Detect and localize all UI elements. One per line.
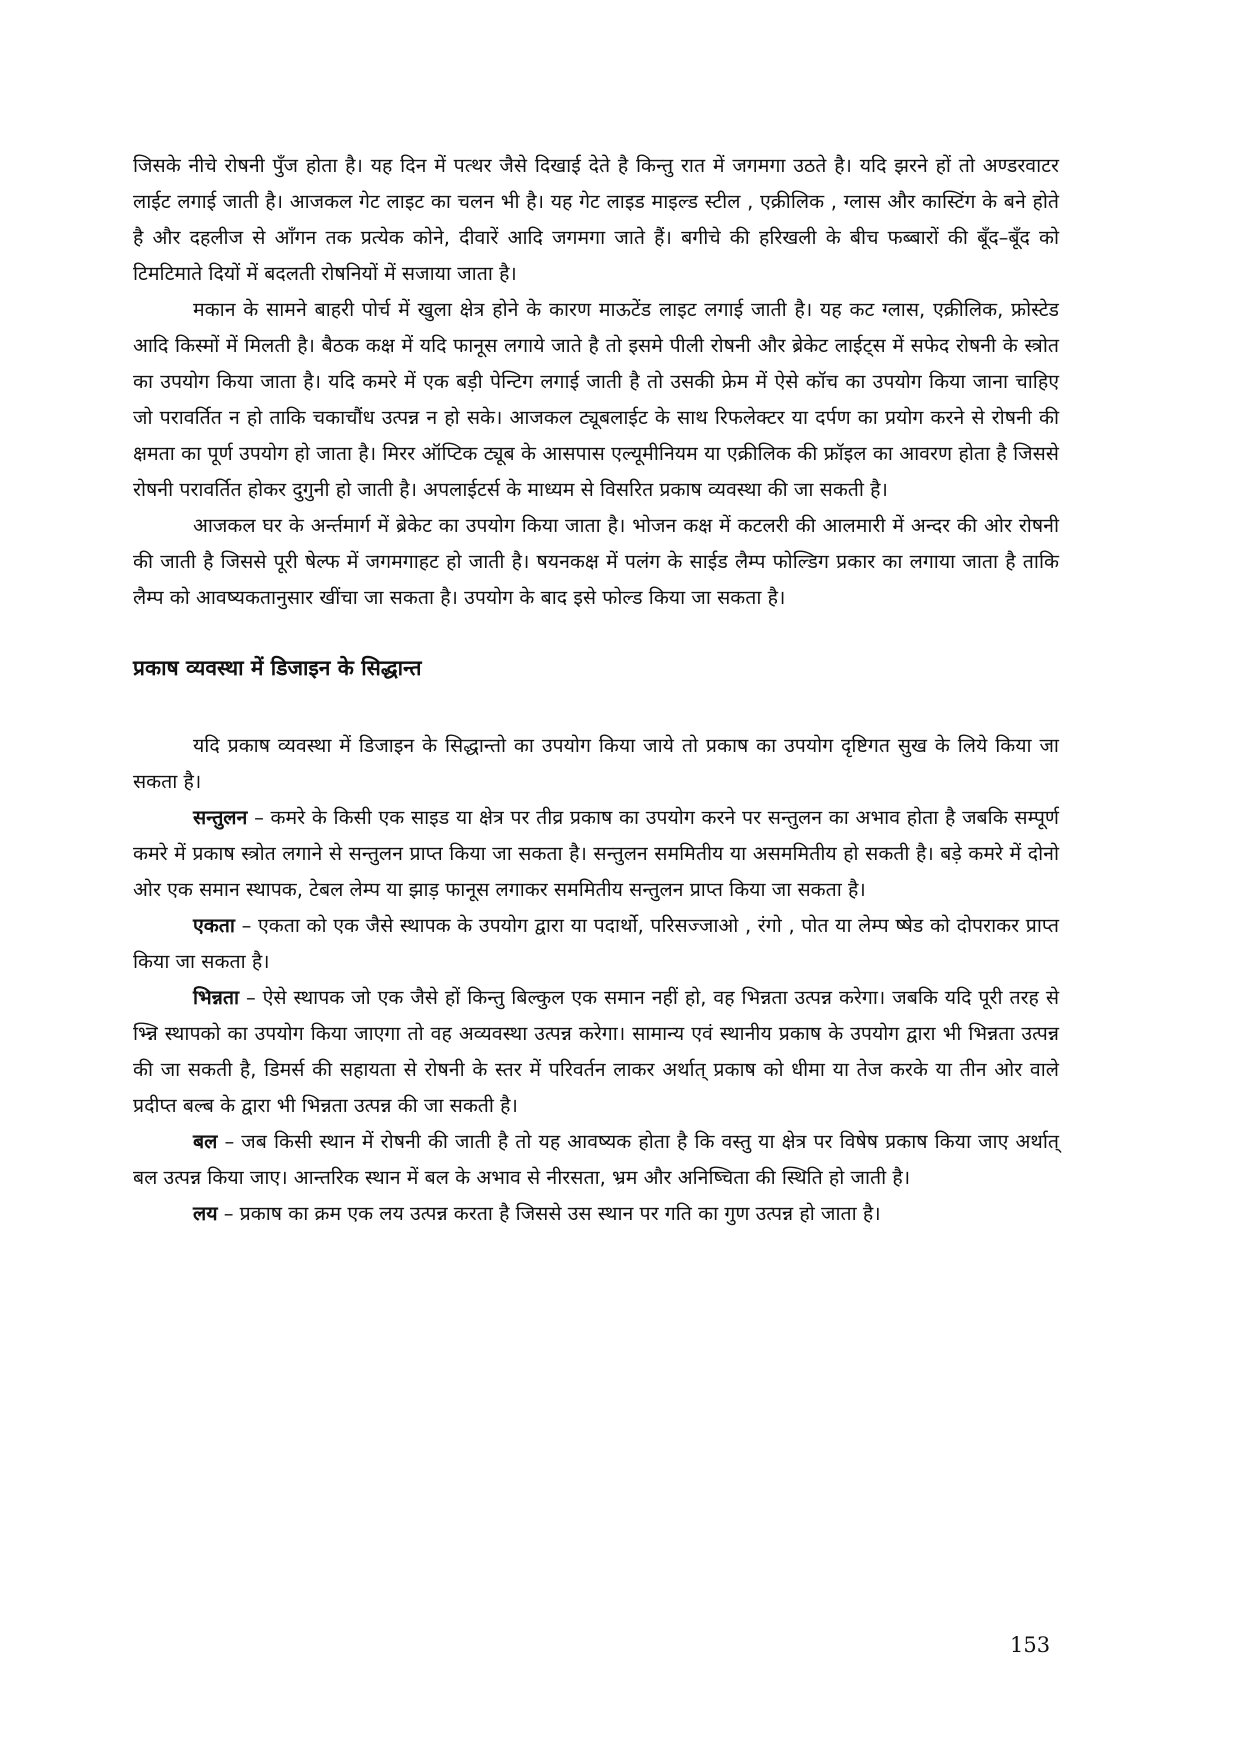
principle-rhythm <box>133 1196 1059 1232</box>
page-number: 153 <box>1010 1633 1051 1657</box>
paragraph: मकान के सामने बाहरी पोर्च में खुला क्षेत्र होने के कारण माऊटेंड लाइट लगाई जाती है। यह कट ग्लास, एक्रीलिक, फ्रोस्टेड आदि किस्मों में मिलती है। बैठक कक्ष में यदि फानूस लगाये जाते है तो इसमे पीली रोषनी और ब्रेकेट लाईट्स में सफेद रोषनी के स्त्रोत का उपयोग किया जाता है। यदि कमरे में एक बड़ी पेन्टिग लगाई जाती है तो उसकी फ्रेम में ऐसे कॉच का उपयोग किया जाना चाहिए जो परावर्तित न हो ताकि चकाचौंध उत्पन्न न हो सके। आजकल ट्यूबलाईट के साथ रिफलेक्टर या दर्पण का प्रयोग करने से रोषनी की क्षमता का पूर्ण उपयोग हो जाता है। मिरर ऑप्टिक ट्यूब के आसपास एल्यूमीनियम या एक्रीलिक की फ्रॉइल का आवरण होता है जिससे रोषनी परावर्तित होकर दुगुनी हो जाती है। अपलाईटर्स के माध्यम से विसरित प्रकाष व्यवस्था की जा सकती है। <box>133 298 1059 501</box>
principle-text: – कमरे के किसी एक साइड या क्षेत्र पर तीव्र प्रकाष का उपयोग करने पर सन्तुलन का अभाव होता है जबकि सम्पूर्ण कमरे में प्रकाष स्त्रोत लगाने से सन्तुलन प्राप्त किया जा सकता है। सन्तुलन सममितीय या असममितीय हो सकती है। बड़े कमरे में दोनो ओर एक समान स्थापक, टेबल लेम्प या झाड़ फानूस लगाकर सममितीय सन्तुलन प्राप्त किया जा सकता है। <box>133 806 1059 901</box>
principle-text: – प्रकाष का क्रम एक लय उत्पन्न करता है जिससे उस स्थान पर गति का गुण उत्पन्न हो जाता है। <box>217 1202 881 1225</box>
intro-paragraph: यदि प्रकाष व्यवस्था में डिजाइन के सिद्धान्तो का उपयोग किया जाये तो प्रकाष का उपयोग दृष्टिगत सुख के लिये किया जा सकता है। <box>133 734 1059 793</box>
principle-variety <box>133 980 1059 1124</box>
principle-term: एकता <box>193 914 235 937</box>
principle-term: लय <box>193 1202 218 1225</box>
paragraph: आजकल घर के अर्न्तमार्ग में ब्रेकेट का उपयोग किया जाता है। भोजन कक्ष में कटलरी की आलमारी में अन्दर की ओर रोषनी की जाती है जिससे पूरी षेल्फ में जगमगाहट हो जाती है। षयनकक्ष में पलंग के साईड लैम्प फोल्डिग प्रकार का लगाया जाता है ताकि लैम्प को आवष्यकतानुसार खींचा जा सकता है। उपयोग के बाद इसे फोल्ड किया जा सकता है। <box>133 514 1059 609</box>
principle-balance <box>133 800 1059 908</box>
spacer <box>133 688 1059 728</box>
principle-term: भिन्नता <box>193 986 240 1009</box>
section-heading: प्रकाष व्यवस्था में डिजाइन के सिद्धान्त <box>133 656 422 680</box>
principle-term: सन्तुलन <box>193 806 248 829</box>
principle-text: – ऐसे स्थापक जो एक जैसे हों किन्तु बिल्कुल एक समान नहीं हो, वह भिन्नता उत्पन्न करेगा। जबकि यदि पूरी तरह से भ्न्नि स्थापको का उपयोग किया जाएगा तो वह अव्यवस्था उत्पन्न करेगा। सामान्य एवं स्थानीय प्रकाष के उपयोग द्वारा भी भिन्नता उत्पन्न की जा सकती है, डिमर्स की सहायता से रोषनी के स्तर में परिवर्तन लाकर अर्थात् प्रकाष को धीमा या तेज करके या तीन ओर वाले प्रदीप्त बल्ब के द्वारा भी भिन्नता उत्पन्न की जा सकती है। <box>133 986 1059 1117</box>
principle-unity <box>133 908 1059 980</box>
paragraph: जिसके नीचे रोषनी पुँज होता है। यह दिन में पत्थर जैसे दिखाई देते है किन्तु रात में जगमगा उठते है। यदि झरने हों तो अण्डरवाटर लाईट लगाई जाती है। आजकल गेट लाइट का चलन भी है। यह गेट लाइड माइल्ड स्टील , एक्रीलिक , ग्लास और कास्टिंग के बने होते है और दहलीज से आँगन तक प्रत्येक कोने, दीवारें आदि जगमगा जाते हैं। बगीचे की हरिखली के बीच फब्बारों की बूँद–बूँद को टिमटिमाते दियों में बदलती रोषनियों में सजाया जाता है। <box>133 154 1059 285</box>
principle-text: – जब किसी स्थान में रोषनी की जाती है तो यह आवष्यक होता है कि वस्तु या क्षेत्र पर विषेष प्रकाष किया जाए अर्थात् बल उत्पन्न किया जाए। आन्तरिक स्थान में बल के अभाव से नीरसता, भ्रम और अनिष्चिता की स्थिति हो जाती है। <box>133 1130 1059 1189</box>
principle-text: – एकता को एक जैसे स्थापक के उपयोग द्वारा या पदार्थो, परिसज्जाओ , रंगो , पोत या लेम्प ष्षेड को दोपराकर प्राप्त किया जा सकता है। <box>133 914 1059 973</box>
principle-term: बल <box>193 1130 218 1153</box>
principle-emphasis <box>133 1124 1059 1196</box>
page-content <box>133 148 1059 1232</box>
